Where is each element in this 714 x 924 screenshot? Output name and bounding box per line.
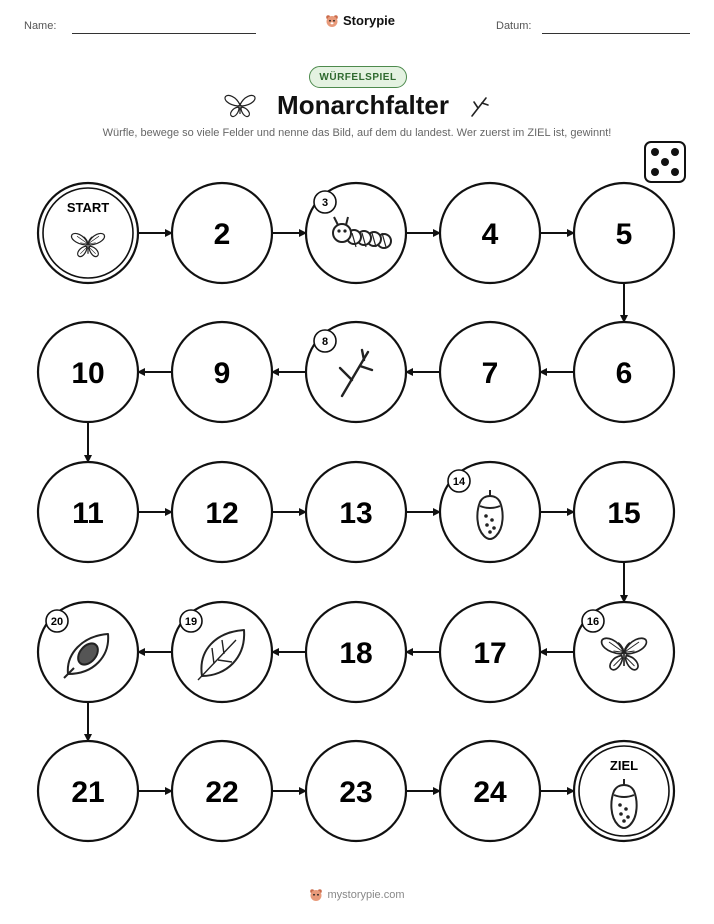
cell-number: 13 (339, 497, 373, 530)
cell-label: ZIEL (609, 758, 639, 773)
cell-number: 18 (339, 637, 373, 670)
bear-logo-icon (309, 888, 323, 902)
date-label: Datum: (496, 20, 532, 32)
board-cell-24[interactable] (440, 741, 540, 841)
board-cell-20[interactable] (38, 602, 138, 702)
board-cell-1[interactable] (38, 183, 138, 283)
board-cell-14[interactable] (440, 462, 540, 562)
cell-number: 15 (607, 497, 641, 530)
board-cell-3[interactable] (306, 183, 406, 283)
cell-number: 21 (71, 776, 105, 809)
footer-url: mystorypie.com (327, 889, 405, 901)
cell-number: 20 (50, 616, 64, 628)
board-cell-17[interactable] (440, 602, 540, 702)
board-cell-5[interactable] (574, 183, 674, 283)
board-cell-18[interactable] (306, 602, 406, 702)
board-cell-8[interactable] (306, 322, 406, 422)
board-cell-13[interactable] (306, 462, 406, 562)
board-cell-16[interactable] (574, 602, 674, 702)
board-cell-11[interactable] (38, 462, 138, 562)
cell-number: 5 (615, 218, 633, 251)
cell-number: 11 (72, 497, 104, 530)
cell-number: 4 (481, 218, 499, 251)
cell-number: 9 (213, 357, 231, 390)
board-cell-4[interactable] (440, 183, 540, 283)
cell-number: 10 (71, 357, 105, 390)
board-cell-22[interactable] (172, 741, 272, 841)
cell-number: 14 (452, 476, 466, 488)
board-cell-12[interactable] (172, 462, 272, 562)
cell-number: 16 (586, 616, 600, 628)
board-cell-25[interactable] (574, 741, 674, 841)
brand-name: Storypie (343, 13, 396, 28)
board-cell-6[interactable] (574, 322, 674, 422)
cell-number: 2 (213, 218, 231, 251)
game-type-badge: WÜRFELSPIEL (309, 66, 407, 88)
cell-number: 24 (473, 776, 507, 809)
cell-number: 17 (473, 637, 507, 670)
cell-number: 6 (615, 357, 633, 390)
board-cell-10[interactable] (38, 322, 138, 422)
cell-label: START (66, 200, 110, 215)
board-cell-9[interactable] (172, 322, 272, 422)
cell-number: 19 (184, 616, 198, 628)
footer (0, 888, 714, 902)
board-cell-21[interactable] (38, 741, 138, 841)
board-cell-7[interactable] (440, 322, 540, 422)
board-cell-23[interactable] (306, 741, 406, 841)
cell-number: 3 (321, 197, 329, 209)
name-label: Name: (24, 20, 57, 32)
cell-number: 8 (321, 336, 329, 348)
board-cell-15[interactable] (574, 462, 674, 562)
board-cell-19[interactable] (172, 602, 272, 702)
cell-number: 22 (205, 776, 239, 809)
page-title: Monarchfalter (277, 90, 449, 120)
instructions: Würfle, bewege so viele Felder und nenne das Bild, auf dem du landest. Wer zuerst im ZIEL ist, gewinnt! (102, 127, 612, 139)
cell-number: 12 (205, 497, 239, 530)
cell-number: 7 (481, 357, 499, 390)
board-cell-2[interactable] (172, 183, 272, 283)
cell-number: 23 (339, 776, 373, 809)
